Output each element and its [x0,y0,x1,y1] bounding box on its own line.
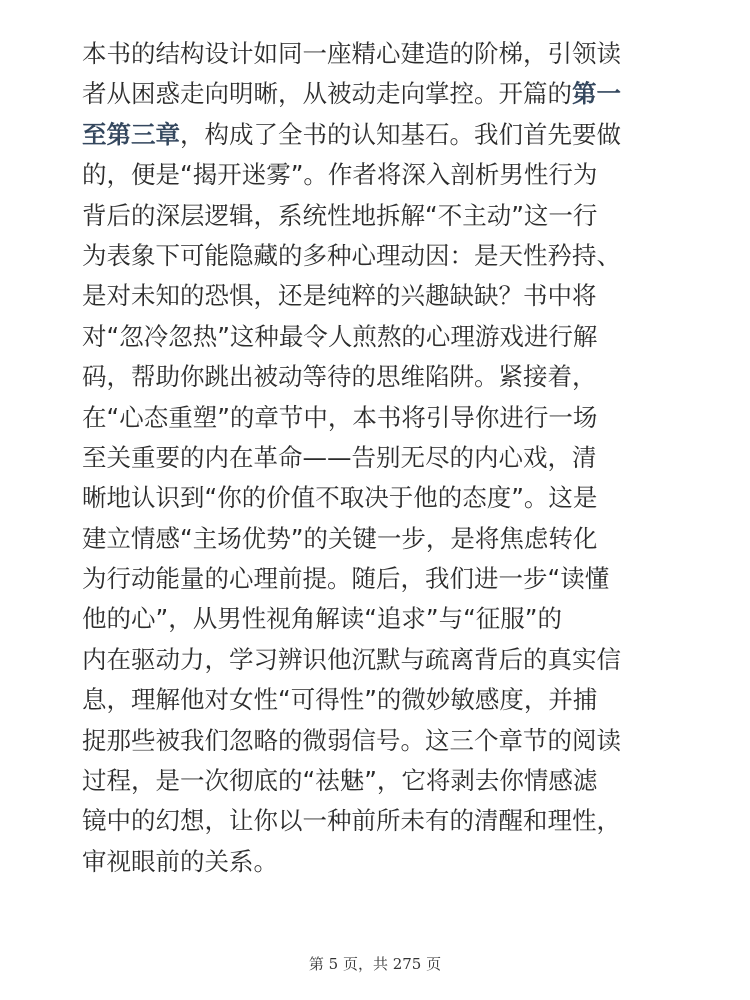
highlighted-text: 第一 [572,79,621,109]
text-line: 的，便是“揭开迷雾”。作者将深入剖析男性行为 [82,160,598,190]
text-line: 他的心”，从男性视角解读“追求”与“征服”的 [82,604,562,634]
text-line: 是对未知的恐惧，还是纯粹的兴趣缺缺？书中将 [82,281,597,311]
text-line: 捉那些被我们忽略的微弱信号。这三个章节的阅读 [82,725,621,755]
body-paragraph [82,34,682,882]
highlighted-text: 至第三章 [82,119,180,149]
text-line: 过程，是一次彻底的“祛魅”，它将剥去你情感滤 [82,766,598,796]
text-line: 为行动能量的心理前提。随后，我们进一步“读懂 [82,564,610,594]
text-line: 对“忽冷忽热”这种最令人煎熬的心理游戏进行解 [82,321,598,351]
text-line: 审视眼前的关系。 [82,846,278,876]
text-line: 本书的结构设计如同一座精心建造的阶梯，引领读 [82,39,621,68]
text-line: 至关重要的内在革命——告别无尽的内心戏，清 [82,442,597,472]
text-line: 息，理解他对女性“可得性”的微妙敏感度，并捕 [82,685,598,715]
text-line: 镜中的幻想，让你以一种前所未有的清醒和理性， [82,806,621,836]
text-line: 至第三章，构成了全书的认知基石。我们首先要做 [82,119,621,149]
text-line: 在“心态重塑”的章节中，本书将引导你进行一场 [82,402,598,432]
text-line: 内在驱动力，学习辨识他沉默与疏离背后的真实信 [82,644,621,674]
text-line: 者从困惑走向明晰，从被动走向掌控。开篇的第一 [82,79,621,109]
text-line: 建立情感“主场优势”的关键一步，是将焦虑转化 [82,523,598,553]
page-number-footer: 第 5 页，共 275 页 [308,955,442,973]
text-line: 背后的深层逻辑，系统性地拆解“不主动”这一行 [82,200,598,230]
text-line: 为表象下可能隐藏的多种心理动因：是天性矜持、 [82,240,621,270]
text-line: 码，帮助你跳出被动等待的思维陷阱。紧接着， [82,362,597,392]
text-line: 晰地认识到“你的价值不取决于他的态度”。这是 [82,483,598,513]
